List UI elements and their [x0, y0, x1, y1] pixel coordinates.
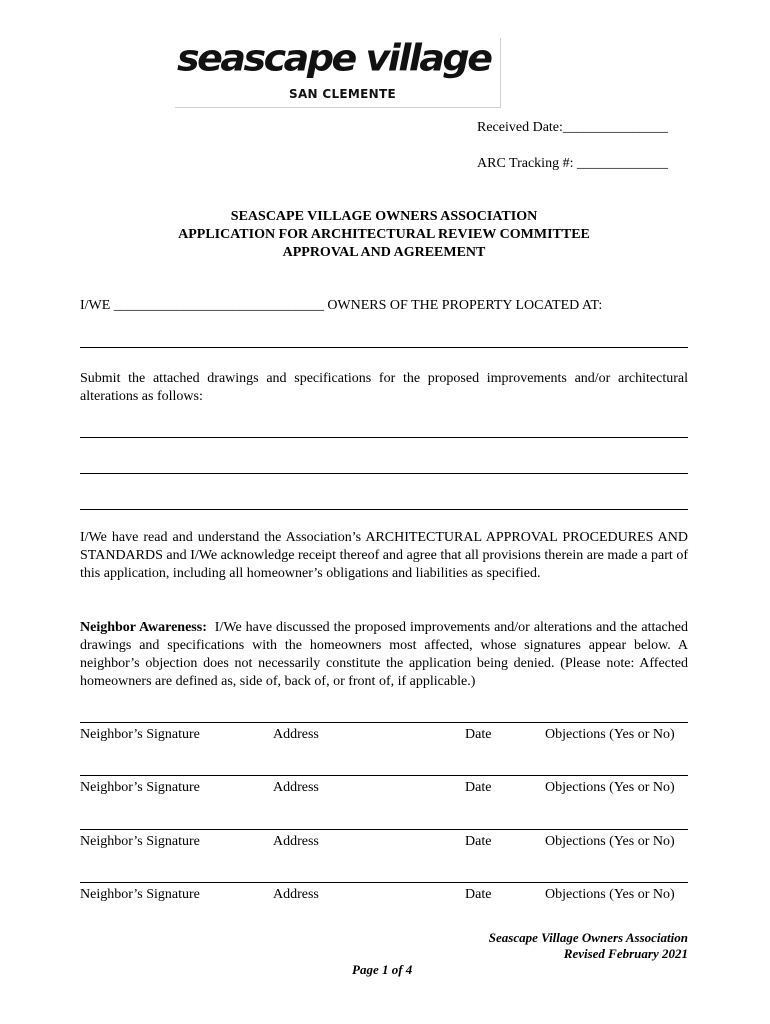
signature-line[interactable]	[80, 829, 688, 830]
footer-organization: Seascape Village Owners Association	[488, 930, 688, 945]
date-label: Date	[465, 887, 492, 902]
objections-label: Objections (Yes or No)	[545, 780, 675, 795]
alterations-line-1[interactable]	[80, 437, 688, 438]
objections-label: Objections (Yes or No)	[545, 834, 675, 849]
neighbor-awareness-heading: Neighbor Awareness:	[80, 620, 207, 635]
signature-line[interactable]	[80, 722, 688, 723]
neighbor-signature-label: Neighbor’s Signature	[80, 887, 200, 902]
neighbor-signature-label: Neighbor’s Signature	[80, 834, 200, 849]
arc-tracking-field[interactable]: ARC Tracking #: _____________	[477, 156, 668, 171]
submit-instructions: Submit the attached drawings and specifications for the proposed improvements and/or architectural alterations as follows:	[80, 371, 688, 404]
page-number: Page 1 of 4	[352, 962, 413, 977]
acknowledgement-paragraph: I/We have read and understand the Association’s ARCHITECTURAL APPROVAL PROCEDURES AND STANDARDS and I/We acknowledge receipt thereof and agree that all provisions therein are made a part of this application, including all homeowner’s obligations and liabilities as specified.	[80, 530, 688, 581]
property-address-line[interactable]	[80, 347, 688, 348]
footer-revision: Revised February 2021	[563, 946, 688, 961]
neighbor-signature-label: Neighbor’s Signature	[80, 780, 200, 795]
date-label: Date	[465, 834, 492, 849]
objections-label: Objections (Yes or No)	[545, 727, 675, 742]
address-label: Address	[273, 780, 319, 795]
signature-line[interactable]	[80, 882, 688, 883]
date-label: Date	[465, 727, 492, 742]
owners-field[interactable]: I/WE ______________________________ OWNERS OF THE PROPERTY LOCATED AT:	[80, 298, 603, 313]
alterations-line-3[interactable]	[80, 509, 688, 510]
alterations-line-2[interactable]	[80, 473, 688, 474]
form-title-line2: APPLICATION FOR ARCHITECTURAL REVIEW COMMITTEE	[178, 227, 590, 242]
logo-location: SAN CLEMENTE	[289, 87, 396, 101]
form-title-line1: SEASCAPE VILLAGE OWNERS ASSOCIATION	[230, 209, 538, 224]
objections-label: Objections (Yes or No)	[545, 887, 675, 902]
address-label: Address	[273, 834, 319, 849]
date-label: Date	[465, 780, 492, 795]
neighbor-signature-label: Neighbor’s Signature	[80, 727, 200, 742]
form-title-line3: APPROVAL AND AGREEMENT	[282, 245, 486, 260]
neighbor-awareness-text: I/We have discussed the proposed improvements and/or alterations and the attached drawings and specifications with the homeowners most affected, whose signatures appear below. A neighbor’s objection does not necessarily constitute the application being denied. (Please note: Affected homeowners are defined as, side of, back of, or front of, if applicable.)	[80, 620, 688, 689]
address-label: Address	[273, 887, 319, 902]
address-label: Address	[273, 727, 319, 742]
logo	[175, 38, 501, 108]
received-date-field[interactable]: Received Date:_______________	[477, 120, 668, 135]
logo-wordmark: seascape village	[177, 37, 491, 79]
signature-line[interactable]	[80, 775, 688, 776]
neighbor-awareness-paragraph	[80, 619, 688, 691]
